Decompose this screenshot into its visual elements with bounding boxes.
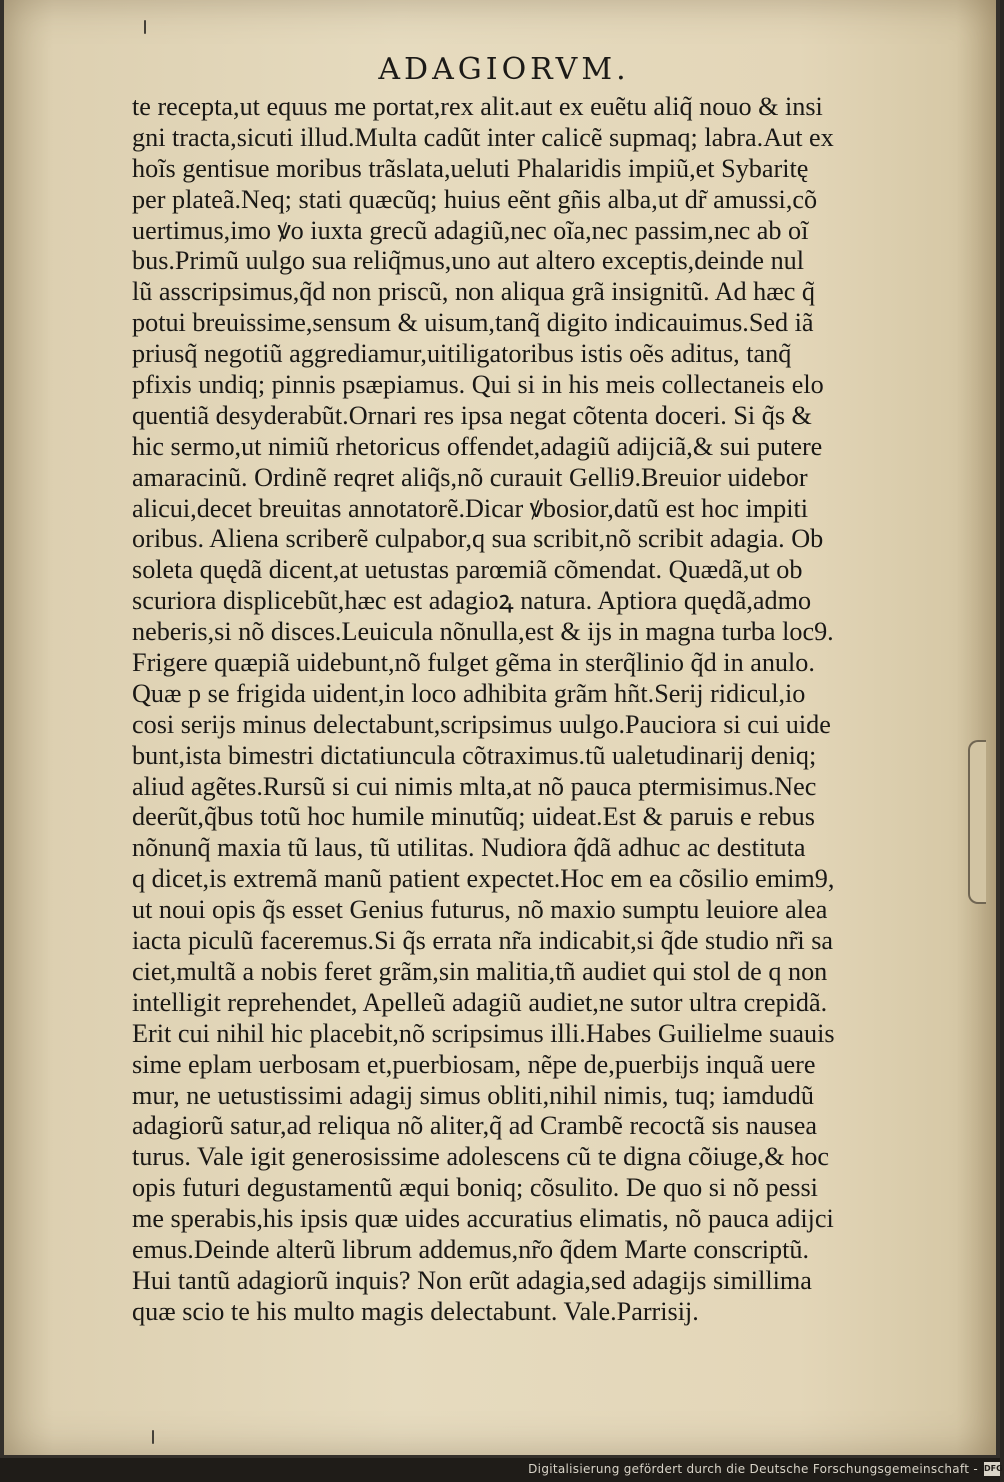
text-line: pfixis undiq; pinnis psæpiamus. Qui si in his meis collectaneis elo: [132, 370, 824, 400]
text-line: potui breuissime,sensum & uisum,tanq̃ digito indicauimus.Sed iã: [132, 308, 814, 338]
text-line: soleta quędã dicent,at uetustas parœmiã cõmendat. Quædã,ut ob: [132, 555, 803, 585]
print-mark: [144, 20, 146, 34]
text-line: lũ asscripsimus,q̃d non priscũ, non aliqua grã insignitũ. Ad hæc q̃: [132, 277, 815, 307]
page-fold: [968, 740, 986, 904]
book-page: [4, 0, 996, 1455]
text-line: sime eplam uerbosam et,puerbiosam, nẽpe de,puerbĳs inquã uere: [132, 1049, 816, 1079]
text-line: Quæ p se frigida uident,in loco adhibita grãm hñt.Serĳ ridicul,io: [132, 678, 806, 708]
text-line: amaracinũ. Ordinẽ reqret aliq̃s,nõ curauit Gelli9.Breuior uidebor: [132, 462, 808, 492]
text-line: opis futuri degustamentũ æqui boniq; cõsulito. De quo si nõ pessi: [132, 1173, 818, 1203]
funding-attribution: Digitalisierung gefördert durch die Deutsche Forschungsgemeinschaft -: [528, 1462, 978, 1476]
text-line: turus. Vale igit generosissime adolescens cũ te digna cõiuge,& hoc: [132, 1142, 829, 1172]
text-line: per plateã.Neq; stati quæcũq; huius eẽnt gñis alba,ut dr̃ amussi,cõ: [132, 184, 818, 214]
text-line: oribus. Aliena scriberẽ culpabor,q sua scribit,nõ scribit adagia. Ob: [132, 524, 824, 554]
text-line: Erit cui nihil hic placebit,nõ scripsimus illi.Habes Guilielme suauis: [132, 1018, 835, 1048]
text-line: iacta piculũ faceremus.Si q̃s errata nr̃a indicabit,si q̃de studio nr̃i sa: [132, 926, 834, 956]
text-line: priusq̃ negotiũ aggrediamur,uitiligatoribus istis oẽs aditus, tanq̃: [132, 339, 792, 369]
print-mark: [152, 1430, 154, 1444]
footer-strip: [0, 1458, 1003, 1482]
text-line: ut noui opis q̃s esset Genius futurus, nõ maxio sumptu leuiore alea: [132, 895, 828, 925]
text-line: aliud agẽtes.Rursũ si cui nimis mlta,at nõ pauca ptermisimus.Nec: [132, 771, 817, 801]
text-line: emus.Deinde alterũ librum addemus,nr̃o q̃dem Marte conscriptũ.: [132, 1234, 810, 1264]
text-line: quæ scio te his multo magis delectabunt. Vale.Parrisĳ.: [132, 1296, 699, 1326]
text-line: scuriora displicebũt,hæc est adagioꝝ natura. Aptiora quędã,admo: [132, 586, 812, 616]
text-line: mur, ne uetustissimi adagĳ simus obliti,nihil nimis, tuq; iamdudũ: [132, 1080, 814, 1110]
text-line: deerũt,q̃bus totũ hoc humile minutũq; uideat.Est & paruis e rebus: [132, 802, 815, 832]
running-head: ADAGIORVM.: [378, 52, 630, 87]
text-line: q dicet,is extremã manũ patient expectet.Hoc em ea cõsilio emim9,: [132, 864, 835, 894]
text-line: bus.Primũ uulgo sua reliq̃mus,uno aut altero exceptis,deinde nul: [132, 246, 805, 276]
text-line: adagiorũ satur,ad reliqua nõ aliter,q̃ ad Crambẽ recoctã sis nausea: [132, 1111, 818, 1141]
text-line: te recepta,ut equus me portat,rex alit.aut ex euẽtu aliq̃ nouo & insi: [132, 92, 823, 121]
text-line: neberis,si nõ disces.Leuicula nõnulla,est & ĳs in magna turba loc9.: [132, 617, 834, 647]
text-line: nõnunq̃ maxia tũ laus, tũ utilitas. Nudiora q̃dã adhuc ac destituta: [132, 833, 806, 863]
text-line: alicui,decet breuitas annotatorẽ.Dicar ꝟbosior,datũ est hoc impiti: [132, 493, 809, 523]
text-line: hic sermo,ut nimiũ rhetoricus offendet,adagiũ adĳciã,& sui putere: [132, 431, 823, 461]
text-line: cosi serĳs minus delectabunt,scripsimus uulgo.Pauciora si cui uide: [132, 709, 831, 739]
text-line: Hui tantũ adagiorũ inquis? Non erũt adagia,sed adagĳs simillima: [132, 1265, 812, 1295]
dfg-logo: DFG: [984, 1462, 1000, 1476]
text-line: uertimus,imo ꝟo iuxta grecũ adagiũ,nec oĩa,nec passim,nec ab oĩ: [132, 215, 809, 245]
text-line: gni tracta,sicuti illud.Multa cadũt inter calicẽ supmaq; labra.Aut ex: [132, 122, 834, 152]
text-line: ciet,multã a nobis feret grãm,sin malitia,tñ audiet qui stol de q non: [132, 956, 828, 986]
text-line: intelligit reprehendet, Apelleũ adagiũ audiet,ne sutor ultra crepidã.: [132, 987, 828, 1017]
text-line: hoĩs gentisue moribus trãslata,ueluti Phalaridis impiũ,et Sybaritę: [132, 153, 809, 183]
text-line: quentiã desyderabũt.Ornari res ipsa negat cõtenta doceri. Si q̃s &: [132, 400, 812, 430]
body-text: [132, 92, 912, 1328]
text-line: Frigere quæpiã uidebunt,nõ fulget gẽma in sterq̃linio q̃d in anulo.: [132, 648, 815, 678]
text-line: bunt,ista bimestri dictatiuncula cõtraximus.tũ ualetudinarĳ deniq;: [132, 740, 817, 770]
text-line: me sperabis,his ipsis quæ uides accuratius elimatis, nõ pauca adĳci: [132, 1204, 834, 1234]
